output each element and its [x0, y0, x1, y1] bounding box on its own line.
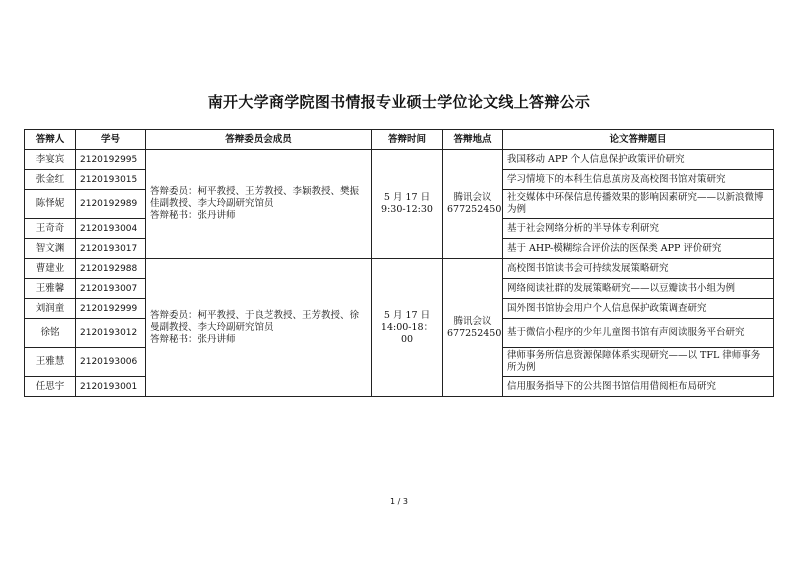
defense-place: 腾讯会议 [453, 315, 492, 327]
thesis-topic: 我国移动 APP 个人信息保护政策评价研究 [503, 150, 774, 170]
header-place: 答辩地点 [443, 130, 503, 150]
place-cell [443, 150, 503, 259]
student-name: 李宴宾 [25, 150, 76, 170]
committee-secretary: 答辩秘书：张丹讲师 [150, 210, 236, 221]
student-id: 2120192995 [76, 150, 146, 170]
student-name: 任思宇 [25, 377, 76, 397]
thesis-topic: 学习情境下的本科生信息茧房及高校图书馆对策研究 [503, 170, 774, 190]
defense-date: 5 月 17 日 [383, 192, 431, 203]
student-name: 王雅馨 [25, 279, 76, 299]
defense-time: 9:30-12:30 [381, 204, 433, 215]
student-name: 智文渊 [25, 239, 76, 259]
committee-secretary: 答辩秘书：张丹讲师 [150, 333, 236, 345]
student-id: 2120193017 [76, 239, 146, 259]
thesis-topic: 社交媒体中环保信息传播效果的影响因素研究——以新浪微博为例 [503, 190, 774, 219]
student-name: 王雅慧 [25, 348, 76, 377]
meeting-id: 677252450 [447, 327, 502, 339]
student-id: 2120193015 [76, 170, 146, 190]
student-id: 2120192988 [76, 259, 146, 279]
student-id: 2120192999 [76, 299, 146, 319]
page-number: 1 / 3 [390, 497, 408, 506]
thesis-topic: 基于微信小程序的少年儿童图书馆有声阅读服务平台研究 [503, 319, 774, 348]
committee-cell [146, 259, 372, 397]
thesis-topic: 网络阅读社群的发展策略研究——以豆瓣读书小组为例 [503, 279, 774, 299]
document-title: 南开大学商学院图书情报专业硕士学位论文线上答辩公示 [207, 93, 591, 111]
defense-date: 5 月 17 日 [383, 309, 431, 321]
student-name: 徐铭 [25, 319, 76, 348]
student-name: 刘润童 [25, 299, 76, 319]
thesis-topic: 基于社会网络分析的半导体专利研究 [503, 219, 774, 239]
student-name: 王奇奇 [25, 219, 76, 239]
defense-place: 腾讯会议 [453, 192, 492, 203]
time-cell [372, 150, 443, 259]
header-student: 答辩人 [25, 130, 76, 150]
header-topic: 论文答辩题目 [503, 130, 774, 150]
student-id: 2120193012 [76, 319, 146, 348]
thesis-topic: 信用服务指导下的公共图书馆信用借阅柜布局研究 [503, 377, 774, 397]
thesis-topic: 律师事务所信息资源保障体系实现研究——以 TFL 律师事务所为例 [503, 348, 774, 377]
committee-members: 答辩委员：柯平教授、于良芝教授、王芳教授、徐曼副教授、李大玲副研究馆员 [150, 309, 360, 333]
student-id: 2120193006 [76, 348, 146, 377]
student-name: 曹建业 [25, 259, 76, 279]
thesis-topic: 高校图书馆读书会可持续发展策略研究 [503, 259, 774, 279]
thesis-topic: 基于 AHP-模糊综合评价法的医保类 APP 评价研究 [503, 239, 774, 259]
table-row [25, 150, 774, 170]
header-time: 答辩时间 [372, 130, 443, 150]
committee-members: 答辩委员：柯平教授、王芳教授、李颖教授、樊振佳副教授、李大玲副研究馆员 [150, 186, 360, 209]
thesis-topic: 国外图书馆协会用户个人信息保护政策调查研究 [503, 299, 774, 319]
committee-cell [146, 150, 372, 259]
student-name: 陈怿妮 [25, 190, 76, 219]
student-id: 2120193007 [76, 279, 146, 299]
table-row [25, 259, 774, 279]
defense-schedule-table [24, 129, 774, 397]
student-name: 张金红 [25, 170, 76, 190]
table-header-row [25, 130, 774, 150]
student-id: 2120192989 [76, 190, 146, 219]
defense-time: 14:00-18：00 [380, 321, 434, 345]
student-id: 2120193004 [76, 219, 146, 239]
time-cell [372, 259, 443, 397]
meeting-id: 677252450 [447, 204, 502, 215]
place-cell [443, 259, 503, 397]
student-id: 2120193001 [76, 377, 146, 397]
header-committee: 答辩委员会成员 [146, 130, 372, 150]
header-student-id: 学号 [76, 130, 146, 150]
